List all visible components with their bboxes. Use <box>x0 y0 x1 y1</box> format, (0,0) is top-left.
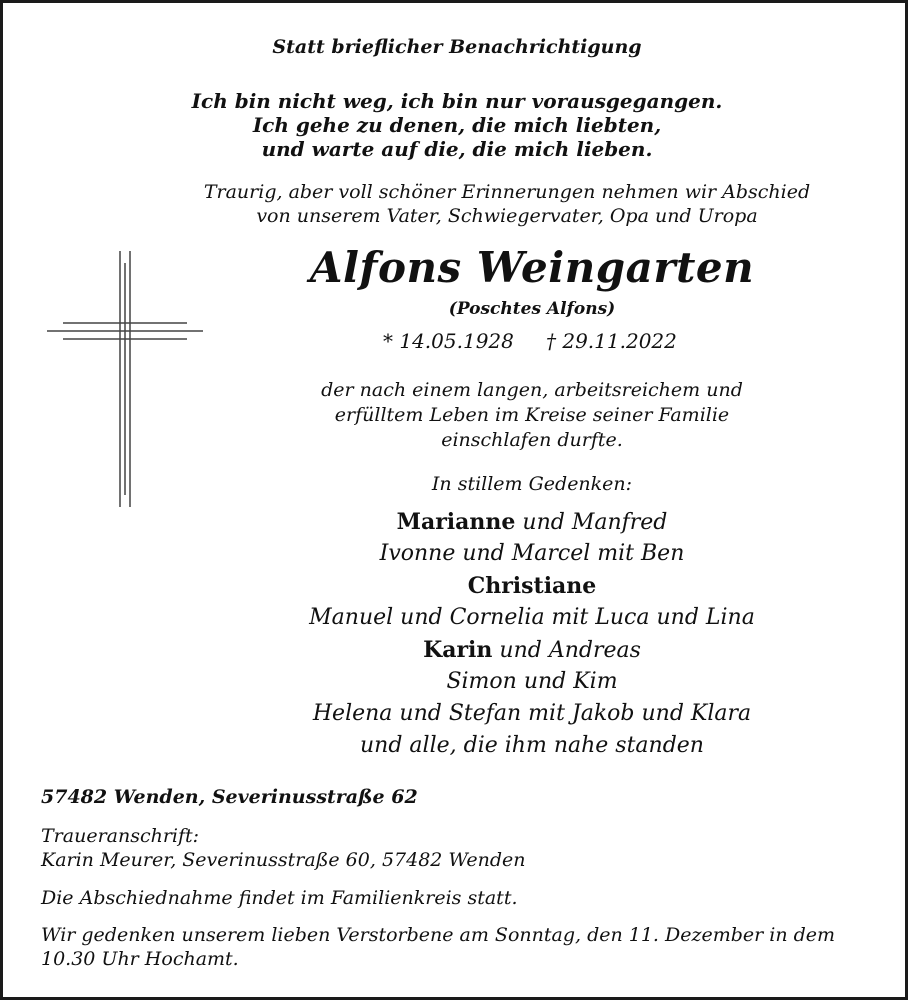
farewell-note: Die Abschiednahme findet im Familienkreis statt. <box>41 887 518 909</box>
mourning-label: Traueranschrift: <box>41 825 200 847</box>
poem-line-3: und warte auf die, die mich lieben. <box>261 137 653 161</box>
family-line: Ivonne und Marcel mit Ben <box>379 541 685 566</box>
mass-line-1: Wir gedenken unserem lieben Verstorbene am Sonntag, den 11. Dezember in dem <box>41 924 836 946</box>
family-line <box>153 637 908 663</box>
mass-line-2: 10.30 Uhr Hochamt. <box>41 948 239 970</box>
family-line <box>153 509 908 535</box>
family-line: Manuel und Cornelia mit Luca und Lina <box>309 605 755 630</box>
memory-heading: In stillem Gedenken: <box>431 473 633 495</box>
home-address: 57482 Wenden, Severinusstraße 62 <box>41 786 418 808</box>
family-name-bold: Karin <box>423 637 493 663</box>
mourning-address: Karin Meurer, Severinusstraße 60, 57482 Wenden <box>41 849 526 871</box>
family-name-rest: und Andreas <box>492 638 641 663</box>
life-line-1: der nach einem langen, arbeitsreichem und <box>321 379 743 401</box>
intro-line-2: von unserem Vater, Schwiegervater, Opa und Uropa <box>256 205 758 227</box>
deceased-name: Alfons Weingarten <box>309 243 755 292</box>
family-name-bold: Christiane <box>467 573 597 599</box>
family-line: und alle, die ihm nahe standen <box>360 733 704 758</box>
death-date: † 29.11.2022 <box>546 329 677 353</box>
poem-line-2: Ich gehe zu denen, die mich liebten, <box>252 113 662 137</box>
family-line: Helena und Stefan mit Jakob und Klara <box>312 701 752 726</box>
family-name-rest: und Manfred <box>515 510 668 535</box>
life-line-3: einschlafen durfte. <box>441 429 623 451</box>
life-line-2: erfülltem Leben im Kreise seiner Familie <box>334 404 730 426</box>
nickname: (Poschtes Alfons) <box>448 299 616 319</box>
family-name-bold: Marianne <box>396 509 516 535</box>
family-line <box>153 573 908 599</box>
poem-line-1: Ich bin nicht weg, ich bin nur vorausgegangen. <box>191 89 723 113</box>
birth-date: * 14.05.1928 <box>383 329 514 353</box>
intro-line-1: Traurig, aber voll schöner Erinnerungen nehmen wir Abschied <box>203 181 811 203</box>
family-line: Simon und Kim <box>446 669 618 694</box>
header-line: Statt brieflicher Benachrichtigung <box>272 36 642 58</box>
